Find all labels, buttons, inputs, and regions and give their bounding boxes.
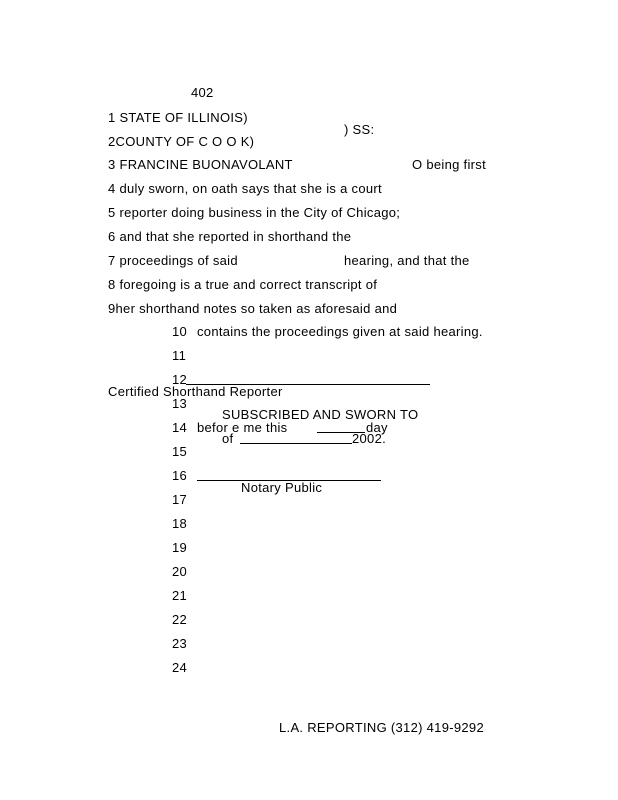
line-text: duly sworn, on oath says that she is a court	[119, 181, 382, 196]
line-text: reporter doing business in the City of Chicago;	[119, 205, 401, 220]
line-number: 12	[172, 372, 188, 387]
line-20	[172, 564, 187, 579]
line-number: 20	[172, 564, 188, 579]
line-number: 24	[172, 660, 188, 675]
line-13	[172, 396, 187, 411]
hearing-tail-text: hearing, and that the	[344, 253, 470, 268]
line-number: 13	[172, 396, 188, 411]
line-11	[172, 348, 186, 363]
line-2	[108, 134, 254, 149]
line-number: 5	[108, 205, 116, 220]
line-21	[172, 588, 187, 603]
line-number: 15	[172, 444, 188, 459]
line-16	[172, 468, 187, 483]
page-number: 402	[191, 85, 214, 100]
line-number: 6	[108, 229, 116, 244]
line-number: 9	[108, 301, 116, 316]
ss-label: ) SS:	[344, 122, 375, 137]
line-15	[172, 444, 187, 459]
line-number: 10	[172, 324, 188, 339]
line-9	[108, 301, 397, 316]
line-number: 22	[172, 612, 188, 627]
line-text: contains the proceedings given at said hearing.	[197, 324, 483, 339]
line-number: 11	[172, 348, 187, 363]
subscribed-sworn-label: SUBSCRIBED AND SWORN TO	[222, 407, 419, 422]
line-number: 19	[172, 540, 188, 555]
line-1	[108, 110, 248, 125]
line-text: befor e me this	[197, 420, 288, 435]
line-4	[108, 181, 382, 196]
line-number: 1	[108, 110, 116, 125]
line-17	[172, 492, 187, 507]
line-number: 3	[108, 157, 116, 172]
notary-public-label: Notary Public	[241, 480, 323, 495]
line-text: her shorthand notes so taken as aforesaid and	[115, 301, 398, 316]
footer-reporting-contact: L.A. REPORTING (312) 419-9292	[279, 720, 484, 735]
being-first-text: O being first	[412, 157, 486, 172]
of-label: of	[222, 431, 234, 446]
line-5	[108, 205, 400, 220]
line-text: COUNTY OF C O O K)	[115, 134, 255, 149]
line-22	[172, 612, 187, 627]
line-number: 7	[108, 253, 116, 268]
line-7	[108, 253, 238, 268]
line-19	[172, 540, 187, 555]
day-label: day	[366, 420, 388, 435]
line-text: foregoing is a true and correct transcript of	[119, 277, 378, 292]
line-10	[172, 324, 483, 339]
line-text: STATE OF ILLINOIS)	[119, 110, 248, 125]
line-text: FRANCINE BUONAVOLANT	[119, 157, 293, 172]
year-label: 2002.	[352, 431, 387, 446]
month-blank-line	[240, 443, 352, 444]
line-number: 4	[108, 181, 116, 196]
line-text: proceedings of said	[119, 253, 238, 268]
line-number: 17	[172, 492, 188, 507]
line-8	[108, 277, 377, 292]
line-number: 8	[108, 277, 116, 292]
line-number: 21	[172, 588, 188, 603]
line-number: 2	[108, 134, 116, 149]
certified-reporter-label: Certified Shorthand Reporter	[108, 384, 283, 399]
line-3	[108, 157, 293, 172]
line-24	[172, 660, 187, 675]
line-number: 18	[172, 516, 188, 531]
line-number: 14	[172, 420, 188, 435]
line-text: and that she reported in shorthand the	[119, 229, 352, 244]
line-number: 23	[172, 636, 188, 651]
line-number: 16	[172, 468, 188, 483]
line-23	[172, 636, 187, 651]
line-6	[108, 229, 351, 244]
line-18	[172, 516, 187, 531]
